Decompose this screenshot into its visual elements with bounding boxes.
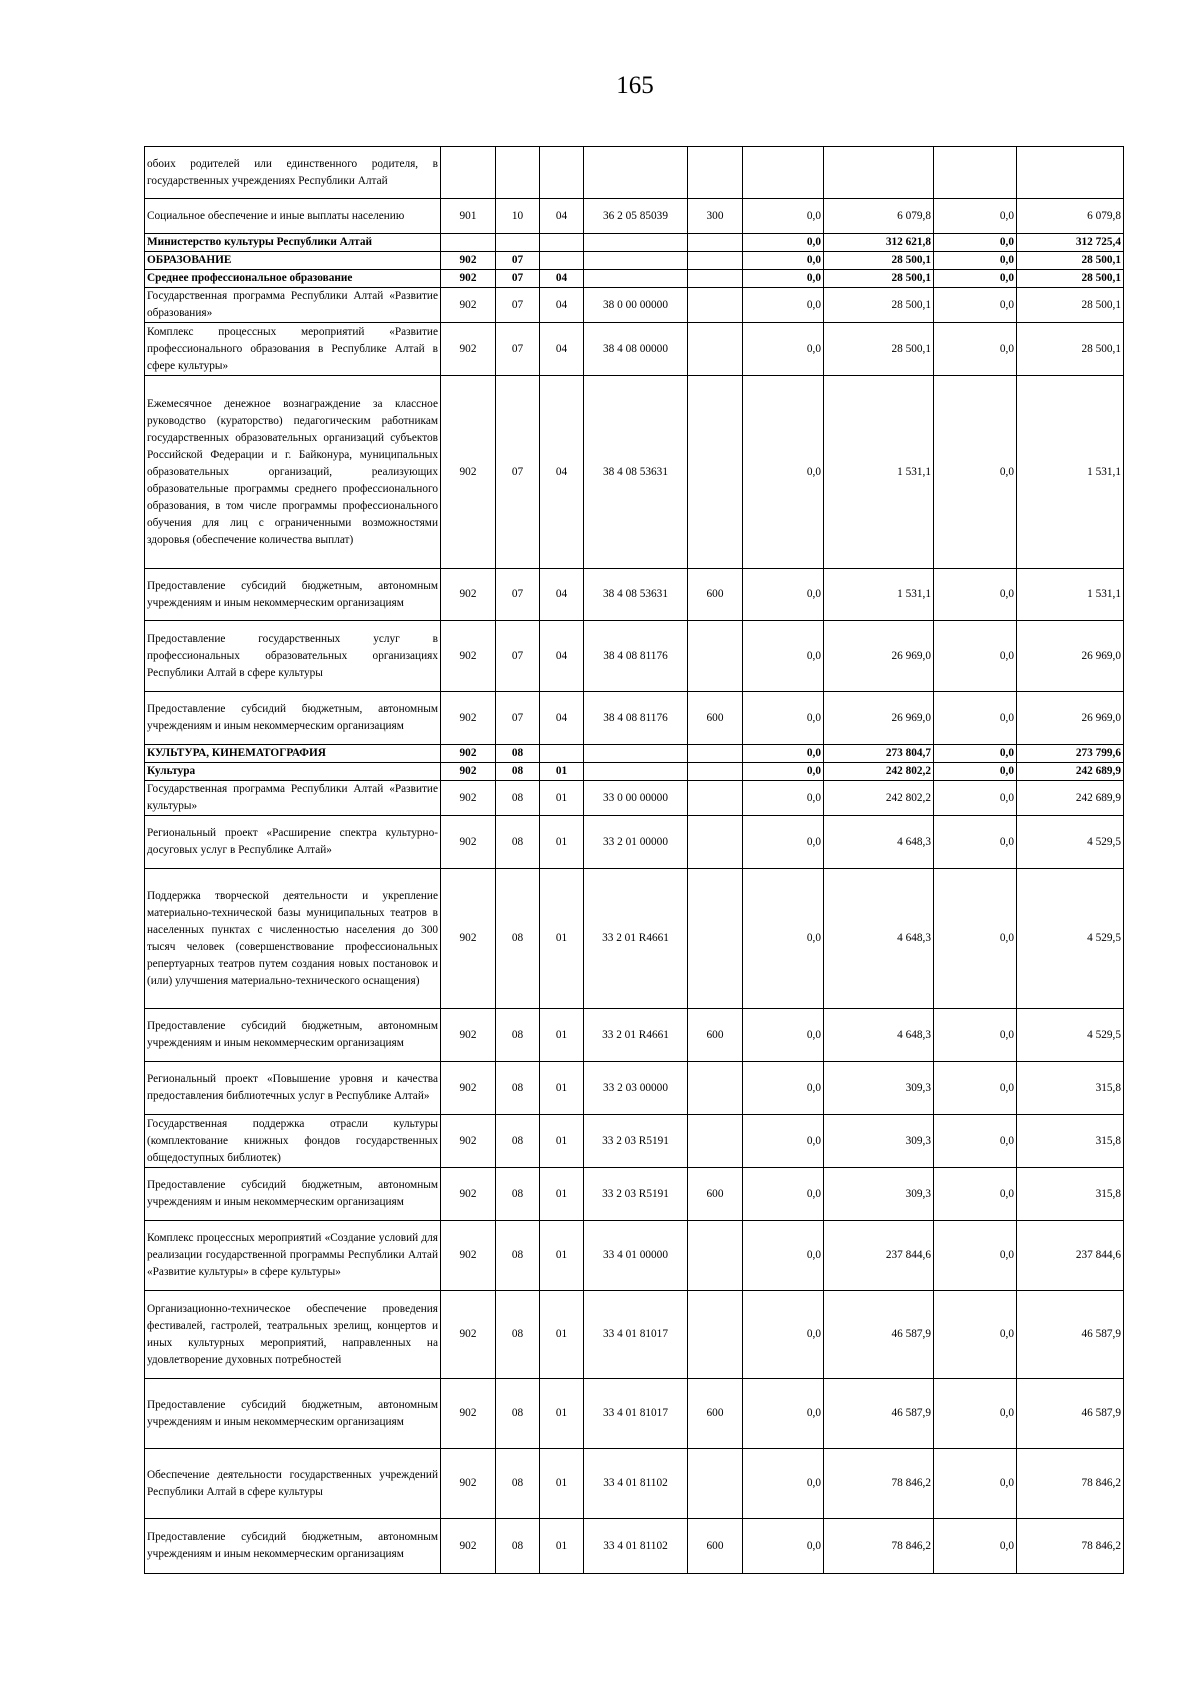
- amount-cell-1: 0,0: [743, 252, 824, 270]
- table-row: [145, 816, 1124, 869]
- amount-cell-3: 0,0: [934, 1168, 1017, 1221]
- amount-cell-2: 6 079,8: [824, 199, 934, 234]
- target-article-cell: [584, 745, 688, 763]
- amount-cell-1: 0,0: [743, 199, 824, 234]
- expense-type-cell: 600: [688, 692, 743, 745]
- row-name-cell: Комплекс процессных мероприятий «Развитие профессионального образования в Республике Алтай в сфере культуры»: [145, 323, 441, 376]
- amount-cell-1: 0,0: [743, 781, 824, 816]
- section-code-cell: 08: [496, 869, 540, 1009]
- target-article-cell: 33 4 01 00000: [584, 1221, 688, 1291]
- section-code-cell: 08: [496, 1519, 540, 1574]
- subsection-code-cell: 04: [540, 569, 584, 621]
- table-row: [145, 745, 1124, 763]
- amount-cell-3: 0,0: [934, 1009, 1017, 1062]
- amount-cell-3: 0,0: [934, 1379, 1017, 1449]
- ministry-code-cell: 902: [441, 1519, 496, 1574]
- expense-type-cell: [688, 376, 743, 569]
- ministry-code-cell: 902: [441, 1115, 496, 1168]
- row-name-cell: Ежемесячное денежное вознаграждение за классное руководство (кураторство) педагогическим работникам государственных образовательных организаций субъектов Российской Федерации и г. Байконура, муниципальных образовательных организаций, реализующих образовательные программы среднего профессионального образования, в том числе программы профессионального обучения для лиц с ограниченными возможностями здоровья (обеспечение количества выплат): [145, 376, 441, 569]
- table-row: [145, 199, 1124, 234]
- amount-cell-4: 1 531,1: [1017, 376, 1124, 569]
- expense-type-cell: [688, 1062, 743, 1115]
- amount-cell-4: 242 689,9: [1017, 763, 1124, 781]
- amount-cell-1: 0,0: [743, 621, 824, 692]
- section-code-cell: 08: [496, 781, 540, 816]
- amount-cell-2: 242 802,2: [824, 763, 934, 781]
- amount-cell-1: 0,0: [743, 1168, 824, 1221]
- subsection-code-cell: 04: [540, 376, 584, 569]
- amount-cell-4: 237 844,6: [1017, 1221, 1124, 1291]
- expense-type-cell: [688, 745, 743, 763]
- amount-cell-3: 0,0: [934, 323, 1017, 376]
- subsection-code-cell: 01: [540, 869, 584, 1009]
- row-name-cell: Предоставление субсидий бюджетным, автономным учреждениям и иным некоммерческим организациям: [145, 1009, 441, 1062]
- amount-cell-3: 0,0: [934, 252, 1017, 270]
- subsection-code-cell: 01: [540, 1009, 584, 1062]
- table-row: [145, 1449, 1124, 1519]
- row-name-cell: Поддержка творческой деятельности и укрепление материально-технической базы муниципальных театров в населенных пунктах с численностью населения до 300 тысяч человек (совершенствование профессиональных репертуарных театров путем создания новых постановок и (или) улучшения материально-технического оснащения): [145, 869, 441, 1009]
- expense-type-cell: [688, 1221, 743, 1291]
- section-code-cell: 08: [496, 1379, 540, 1449]
- amount-cell-4: 78 846,2: [1017, 1519, 1124, 1574]
- ministry-code-cell: 902: [441, 1221, 496, 1291]
- amount-cell-3: [934, 147, 1017, 199]
- target-article-cell: 38 4 08 81176: [584, 621, 688, 692]
- row-name-cell: Обеспечение деятельности государственных учреждений Республики Алтай в сфере культуры: [145, 1449, 441, 1519]
- section-code-cell: 07: [496, 252, 540, 270]
- expense-type-cell: 600: [688, 1009, 743, 1062]
- target-article-cell: 33 2 03 00000: [584, 1062, 688, 1115]
- amount-cell-1: 0,0: [743, 1221, 824, 1291]
- amount-cell-1: 0,0: [743, 745, 824, 763]
- amount-cell-1: 0,0: [743, 1449, 824, 1519]
- subsection-code-cell: 01: [540, 1379, 584, 1449]
- row-name-cell: Предоставление субсидий бюджетным, автономным учреждениям и иным некоммерческим организациям: [145, 692, 441, 745]
- section-code-cell: [496, 147, 540, 199]
- target-article-cell: 38 0 00 00000: [584, 288, 688, 323]
- row-name-cell: Предоставление субсидий бюджетным, автономным учреждениям и иным некоммерческим организациям: [145, 1379, 441, 1449]
- ministry-code-cell: 902: [441, 692, 496, 745]
- amount-cell-2: 28 500,1: [824, 270, 934, 288]
- amount-cell-1: 0,0: [743, 869, 824, 1009]
- expense-type-cell: [688, 234, 743, 252]
- ministry-code-cell: [441, 234, 496, 252]
- row-name-cell: Государственная поддержка отрасли культуры (комплектование книжных фондов государственных общедоступных библиотек): [145, 1115, 441, 1168]
- row-name-cell: Предоставление субсидий бюджетным, автономным учреждениям и иным некоммерческим организациям: [145, 569, 441, 621]
- expense-type-cell: 600: [688, 1519, 743, 1574]
- section-code-cell: 07: [496, 621, 540, 692]
- expense-type-cell: [688, 270, 743, 288]
- row-name-cell: обоих родителей или единственного родителя, в государственных учреждениях Республики Алтай: [145, 147, 441, 199]
- expense-type-cell: [688, 323, 743, 376]
- table-row: [145, 692, 1124, 745]
- amount-cell-2: 28 500,1: [824, 252, 934, 270]
- target-article-cell: 33 2 01 R4661: [584, 869, 688, 1009]
- section-code-cell: 08: [496, 763, 540, 781]
- amount-cell-4: 1 531,1: [1017, 569, 1124, 621]
- amount-cell-3: 0,0: [934, 869, 1017, 1009]
- amount-cell-2: 4 648,3: [824, 869, 934, 1009]
- table-row: [145, 621, 1124, 692]
- amount-cell-4: 315,8: [1017, 1168, 1124, 1221]
- row-name-cell: Культура: [145, 763, 441, 781]
- amount-cell-4: 28 500,1: [1017, 252, 1124, 270]
- target-article-cell: 38 4 08 00000: [584, 323, 688, 376]
- expense-type-cell: [688, 1115, 743, 1168]
- target-article-cell: 38 4 08 53631: [584, 569, 688, 621]
- subsection-code-cell: 04: [540, 323, 584, 376]
- amount-cell-3: 0,0: [934, 270, 1017, 288]
- table-row: [145, 1168, 1124, 1221]
- expense-type-cell: [688, 621, 743, 692]
- amount-cell-4: 78 846,2: [1017, 1449, 1124, 1519]
- amount-cell-3: 0,0: [934, 1062, 1017, 1115]
- amount-cell-1: 0,0: [743, 288, 824, 323]
- amount-cell-3: 0,0: [934, 1519, 1017, 1574]
- amount-cell-1: 0,0: [743, 1291, 824, 1379]
- ministry-code-cell: 902: [441, 1379, 496, 1449]
- amount-cell-1: 0,0: [743, 234, 824, 252]
- table-row: [145, 288, 1124, 323]
- amount-cell-3: 0,0: [934, 763, 1017, 781]
- amount-cell-2: 78 846,2: [824, 1519, 934, 1574]
- amount-cell-1: 0,0: [743, 323, 824, 376]
- table-row: [145, 1009, 1124, 1062]
- table-row: [145, 147, 1124, 199]
- amount-cell-2: 26 969,0: [824, 692, 934, 745]
- ministry-code-cell: [441, 147, 496, 199]
- table-row: [145, 376, 1124, 569]
- subsection-code-cell: [540, 745, 584, 763]
- section-code-cell: 07: [496, 692, 540, 745]
- table-row: [145, 323, 1124, 376]
- expense-type-cell: 300: [688, 199, 743, 234]
- amount-cell-1: 0,0: [743, 763, 824, 781]
- ministry-code-cell: 902: [441, 816, 496, 869]
- target-article-cell: 33 4 01 81102: [584, 1519, 688, 1574]
- amount-cell-3: 0,0: [934, 1115, 1017, 1168]
- section-code-cell: 08: [496, 1221, 540, 1291]
- amount-cell-3: 0,0: [934, 1291, 1017, 1379]
- subsection-code-cell: 04: [540, 288, 584, 323]
- target-article-cell: 33 4 01 81017: [584, 1291, 688, 1379]
- target-article-cell: 33 4 01 81102: [584, 1449, 688, 1519]
- subsection-code-cell: 01: [540, 781, 584, 816]
- target-article-cell: 33 2 03 R5191: [584, 1168, 688, 1221]
- target-article-cell: 38 4 08 81176: [584, 692, 688, 745]
- amount-cell-3: 0,0: [934, 745, 1017, 763]
- target-article-cell: 36 2 05 85039: [584, 199, 688, 234]
- amount-cell-1: 0,0: [743, 1379, 824, 1449]
- section-code-cell: 07: [496, 323, 540, 376]
- ministry-code-cell: 902: [441, 569, 496, 621]
- expense-type-cell: 600: [688, 1379, 743, 1449]
- amount-cell-3: 0,0: [934, 376, 1017, 569]
- section-code-cell: 08: [496, 1449, 540, 1519]
- section-code-cell: 08: [496, 1168, 540, 1221]
- amount-cell-2: 28 500,1: [824, 323, 934, 376]
- amount-cell-1: 0,0: [743, 376, 824, 569]
- amount-cell-2: 273 804,7: [824, 745, 934, 763]
- ministry-code-cell: 902: [441, 1168, 496, 1221]
- amount-cell-4: 26 969,0: [1017, 621, 1124, 692]
- subsection-code-cell: 01: [540, 763, 584, 781]
- amount-cell-2: 4 648,3: [824, 816, 934, 869]
- ministry-code-cell: 902: [441, 869, 496, 1009]
- table-row: [145, 1519, 1124, 1574]
- amount-cell-2: 242 802,2: [824, 781, 934, 816]
- table-row: [145, 1291, 1124, 1379]
- table-row: [145, 781, 1124, 816]
- row-name-cell: Региональный проект «Повышение уровня и качества предоставления библиотечных услуг в Республике Алтай»: [145, 1062, 441, 1115]
- section-code-cell: 07: [496, 376, 540, 569]
- table-row: [145, 1115, 1124, 1168]
- subsection-code-cell: 04: [540, 199, 584, 234]
- ministry-code-cell: 902: [441, 323, 496, 376]
- row-name-cell: Государственная программа Республики Алтай «Развитие культуры»: [145, 781, 441, 816]
- ministry-code-cell: 902: [441, 621, 496, 692]
- target-article-cell: 33 4 01 81017: [584, 1379, 688, 1449]
- subsection-code-cell: 01: [540, 1221, 584, 1291]
- target-article-cell: 33 2 01 00000: [584, 816, 688, 869]
- amount-cell-2: 46 587,9: [824, 1291, 934, 1379]
- table-row: [145, 763, 1124, 781]
- amount-cell-1: 0,0: [743, 1519, 824, 1574]
- subsection-code-cell: [540, 234, 584, 252]
- amount-cell-2: 309,3: [824, 1168, 934, 1221]
- expense-type-cell: 600: [688, 569, 743, 621]
- expense-type-cell: [688, 147, 743, 199]
- amount-cell-4: 273 799,6: [1017, 745, 1124, 763]
- section-code-cell: 08: [496, 1062, 540, 1115]
- table-row: [145, 1062, 1124, 1115]
- expense-type-cell: 600: [688, 1168, 743, 1221]
- section-code-cell: 08: [496, 816, 540, 869]
- section-code-cell: [496, 234, 540, 252]
- amount-cell-2: 312 621,8: [824, 234, 934, 252]
- row-name-cell: Региональный проект «Расширение спектра культурно-досуговых услуг в Республике Алтай»: [145, 816, 441, 869]
- expense-type-cell: [688, 781, 743, 816]
- amount-cell-3: 0,0: [934, 288, 1017, 323]
- ministry-code-cell: 902: [441, 270, 496, 288]
- table-row: [145, 1221, 1124, 1291]
- amount-cell-4: 312 725,4: [1017, 234, 1124, 252]
- ministry-code-cell: 902: [441, 745, 496, 763]
- amount-cell-4: [1017, 147, 1124, 199]
- section-code-cell: 10: [496, 199, 540, 234]
- row-name-cell: Социальное обеспечение и иные выплаты населению: [145, 199, 441, 234]
- amount-cell-3: 0,0: [934, 816, 1017, 869]
- amount-cell-1: 0,0: [743, 692, 824, 745]
- amount-cell-2: 26 969,0: [824, 621, 934, 692]
- table-row: [145, 569, 1124, 621]
- amount-cell-3: 0,0: [934, 569, 1017, 621]
- target-article-cell: 38 4 08 53631: [584, 376, 688, 569]
- target-article-cell: [584, 270, 688, 288]
- ministry-code-cell: 902: [441, 1009, 496, 1062]
- row-name-cell: Среднее профессиональное образование: [145, 270, 441, 288]
- section-code-cell: 08: [496, 1009, 540, 1062]
- row-name-cell: Комплекс процессных мероприятий «Создание условий для реализации государственной программы Республики Алтай «Развитие культуры» в сфере культуры»: [145, 1221, 441, 1291]
- subsection-code-cell: 01: [540, 1291, 584, 1379]
- target-article-cell: [584, 234, 688, 252]
- expense-type-cell: [688, 763, 743, 781]
- section-code-cell: 07: [496, 270, 540, 288]
- expense-type-cell: [688, 869, 743, 1009]
- ministry-code-cell: 902: [441, 1062, 496, 1115]
- row-name-cell: Министерство культуры Республики Алтай: [145, 234, 441, 252]
- amount-cell-2: 1 531,1: [824, 376, 934, 569]
- amount-cell-2: 4 648,3: [824, 1009, 934, 1062]
- target-article-cell: [584, 147, 688, 199]
- expense-type-cell: [688, 288, 743, 323]
- expense-type-cell: [688, 1291, 743, 1379]
- row-name-cell: Государственная программа Республики Алтай «Развитие образования»: [145, 288, 441, 323]
- target-article-cell: 33 0 00 00000: [584, 781, 688, 816]
- subsection-code-cell: 04: [540, 692, 584, 745]
- amount-cell-3: 0,0: [934, 692, 1017, 745]
- amount-cell-1: 0,0: [743, 1115, 824, 1168]
- ministry-code-cell: 902: [441, 1291, 496, 1379]
- subsection-code-cell: 01: [540, 1115, 584, 1168]
- amount-cell-1: 0,0: [743, 569, 824, 621]
- ministry-code-cell: 902: [441, 376, 496, 569]
- amount-cell-1: 0,0: [743, 1009, 824, 1062]
- table-row: [145, 1379, 1124, 1449]
- ministry-code-cell: 902: [441, 1449, 496, 1519]
- amount-cell-4: 28 500,1: [1017, 323, 1124, 376]
- amount-cell-1: 0,0: [743, 270, 824, 288]
- amount-cell-4: 46 587,9: [1017, 1379, 1124, 1449]
- subsection-code-cell: 01: [540, 816, 584, 869]
- amount-cell-3: 0,0: [934, 621, 1017, 692]
- row-name-cell: ОБРАЗОВАНИЕ: [145, 252, 441, 270]
- amount-cell-4: 6 079,8: [1017, 199, 1124, 234]
- amount-cell-2: 1 531,1: [824, 569, 934, 621]
- amount-cell-2: 309,3: [824, 1115, 934, 1168]
- page-number: 165: [616, 72, 654, 99]
- ministry-code-cell: 901: [441, 199, 496, 234]
- ministry-code-cell: 902: [441, 781, 496, 816]
- amount-cell-2: 28 500,1: [824, 288, 934, 323]
- row-name-cell: Предоставление государственных услуг в профессиональных образовательных организациях Республики Алтай в сфере культуры: [145, 621, 441, 692]
- amount-cell-3: 0,0: [934, 781, 1017, 816]
- amount-cell-3: 0,0: [934, 1221, 1017, 1291]
- amount-cell-4: 26 969,0: [1017, 692, 1124, 745]
- amount-cell-2: [824, 147, 934, 199]
- amount-cell-4: 315,8: [1017, 1062, 1124, 1115]
- subsection-code-cell: 01: [540, 1449, 584, 1519]
- amount-cell-3: 0,0: [934, 234, 1017, 252]
- target-article-cell: 33 2 01 R4661: [584, 1009, 688, 1062]
- expense-type-cell: [688, 1449, 743, 1519]
- ministry-code-cell: 902: [441, 763, 496, 781]
- table-row: [145, 270, 1124, 288]
- section-code-cell: 08: [496, 1115, 540, 1168]
- amount-cell-4: 315,8: [1017, 1115, 1124, 1168]
- section-code-cell: 07: [496, 288, 540, 323]
- target-article-cell: [584, 252, 688, 270]
- budget-table: [144, 146, 1124, 1574]
- subsection-code-cell: 04: [540, 270, 584, 288]
- subsection-code-cell: 01: [540, 1062, 584, 1115]
- amount-cell-4: 4 529,5: [1017, 869, 1124, 1009]
- subsection-code-cell: 01: [540, 1168, 584, 1221]
- amount-cell-1: 0,0: [743, 816, 824, 869]
- amount-cell-3: 0,0: [934, 199, 1017, 234]
- subsection-code-cell: 04: [540, 621, 584, 692]
- amount-cell-2: 237 844,6: [824, 1221, 934, 1291]
- amount-cell-1: 0,0: [743, 1062, 824, 1115]
- subsection-code-cell: [540, 147, 584, 199]
- row-name-cell: КУЛЬТУРА, КИНЕМАТОГРАФИЯ: [145, 745, 441, 763]
- table-row: [145, 869, 1124, 1009]
- target-article-cell: [584, 763, 688, 781]
- subsection-code-cell: 01: [540, 1519, 584, 1574]
- section-code-cell: 07: [496, 569, 540, 621]
- amount-cell-4: 28 500,1: [1017, 270, 1124, 288]
- amount-cell-4: 4 529,5: [1017, 816, 1124, 869]
- table-row: [145, 234, 1124, 252]
- ministry-code-cell: 902: [441, 288, 496, 323]
- target-article-cell: 33 2 03 R5191: [584, 1115, 688, 1168]
- subsection-code-cell: [540, 252, 584, 270]
- amount-cell-4: 242 689,9: [1017, 781, 1124, 816]
- row-name-cell: Предоставление субсидий бюджетным, автономным учреждениям и иным некоммерческим организациям: [145, 1519, 441, 1574]
- expense-type-cell: [688, 252, 743, 270]
- expense-type-cell: [688, 816, 743, 869]
- amount-cell-2: 309,3: [824, 1062, 934, 1115]
- section-code-cell: 08: [496, 745, 540, 763]
- row-name-cell: Организационно-техническое обеспечение проведения фестивалей, гастролей, театральных зрелищ, концертов и иных культурных мероприятий, направленных на удовлетворение духовных потребностей: [145, 1291, 441, 1379]
- table-row: [145, 252, 1124, 270]
- amount-cell-4: 4 529,5: [1017, 1009, 1124, 1062]
- amount-cell-2: 46 587,9: [824, 1379, 934, 1449]
- row-name-cell: Предоставление субсидий бюджетным, автономным учреждениям и иным некоммерческим организациям: [145, 1168, 441, 1221]
- amount-cell-4: 46 587,9: [1017, 1291, 1124, 1379]
- ministry-code-cell: 902: [441, 252, 496, 270]
- amount-cell-4: 28 500,1: [1017, 288, 1124, 323]
- amount-cell-1: [743, 147, 824, 199]
- amount-cell-2: 78 846,2: [824, 1449, 934, 1519]
- section-code-cell: 08: [496, 1291, 540, 1379]
- amount-cell-3: 0,0: [934, 1449, 1017, 1519]
